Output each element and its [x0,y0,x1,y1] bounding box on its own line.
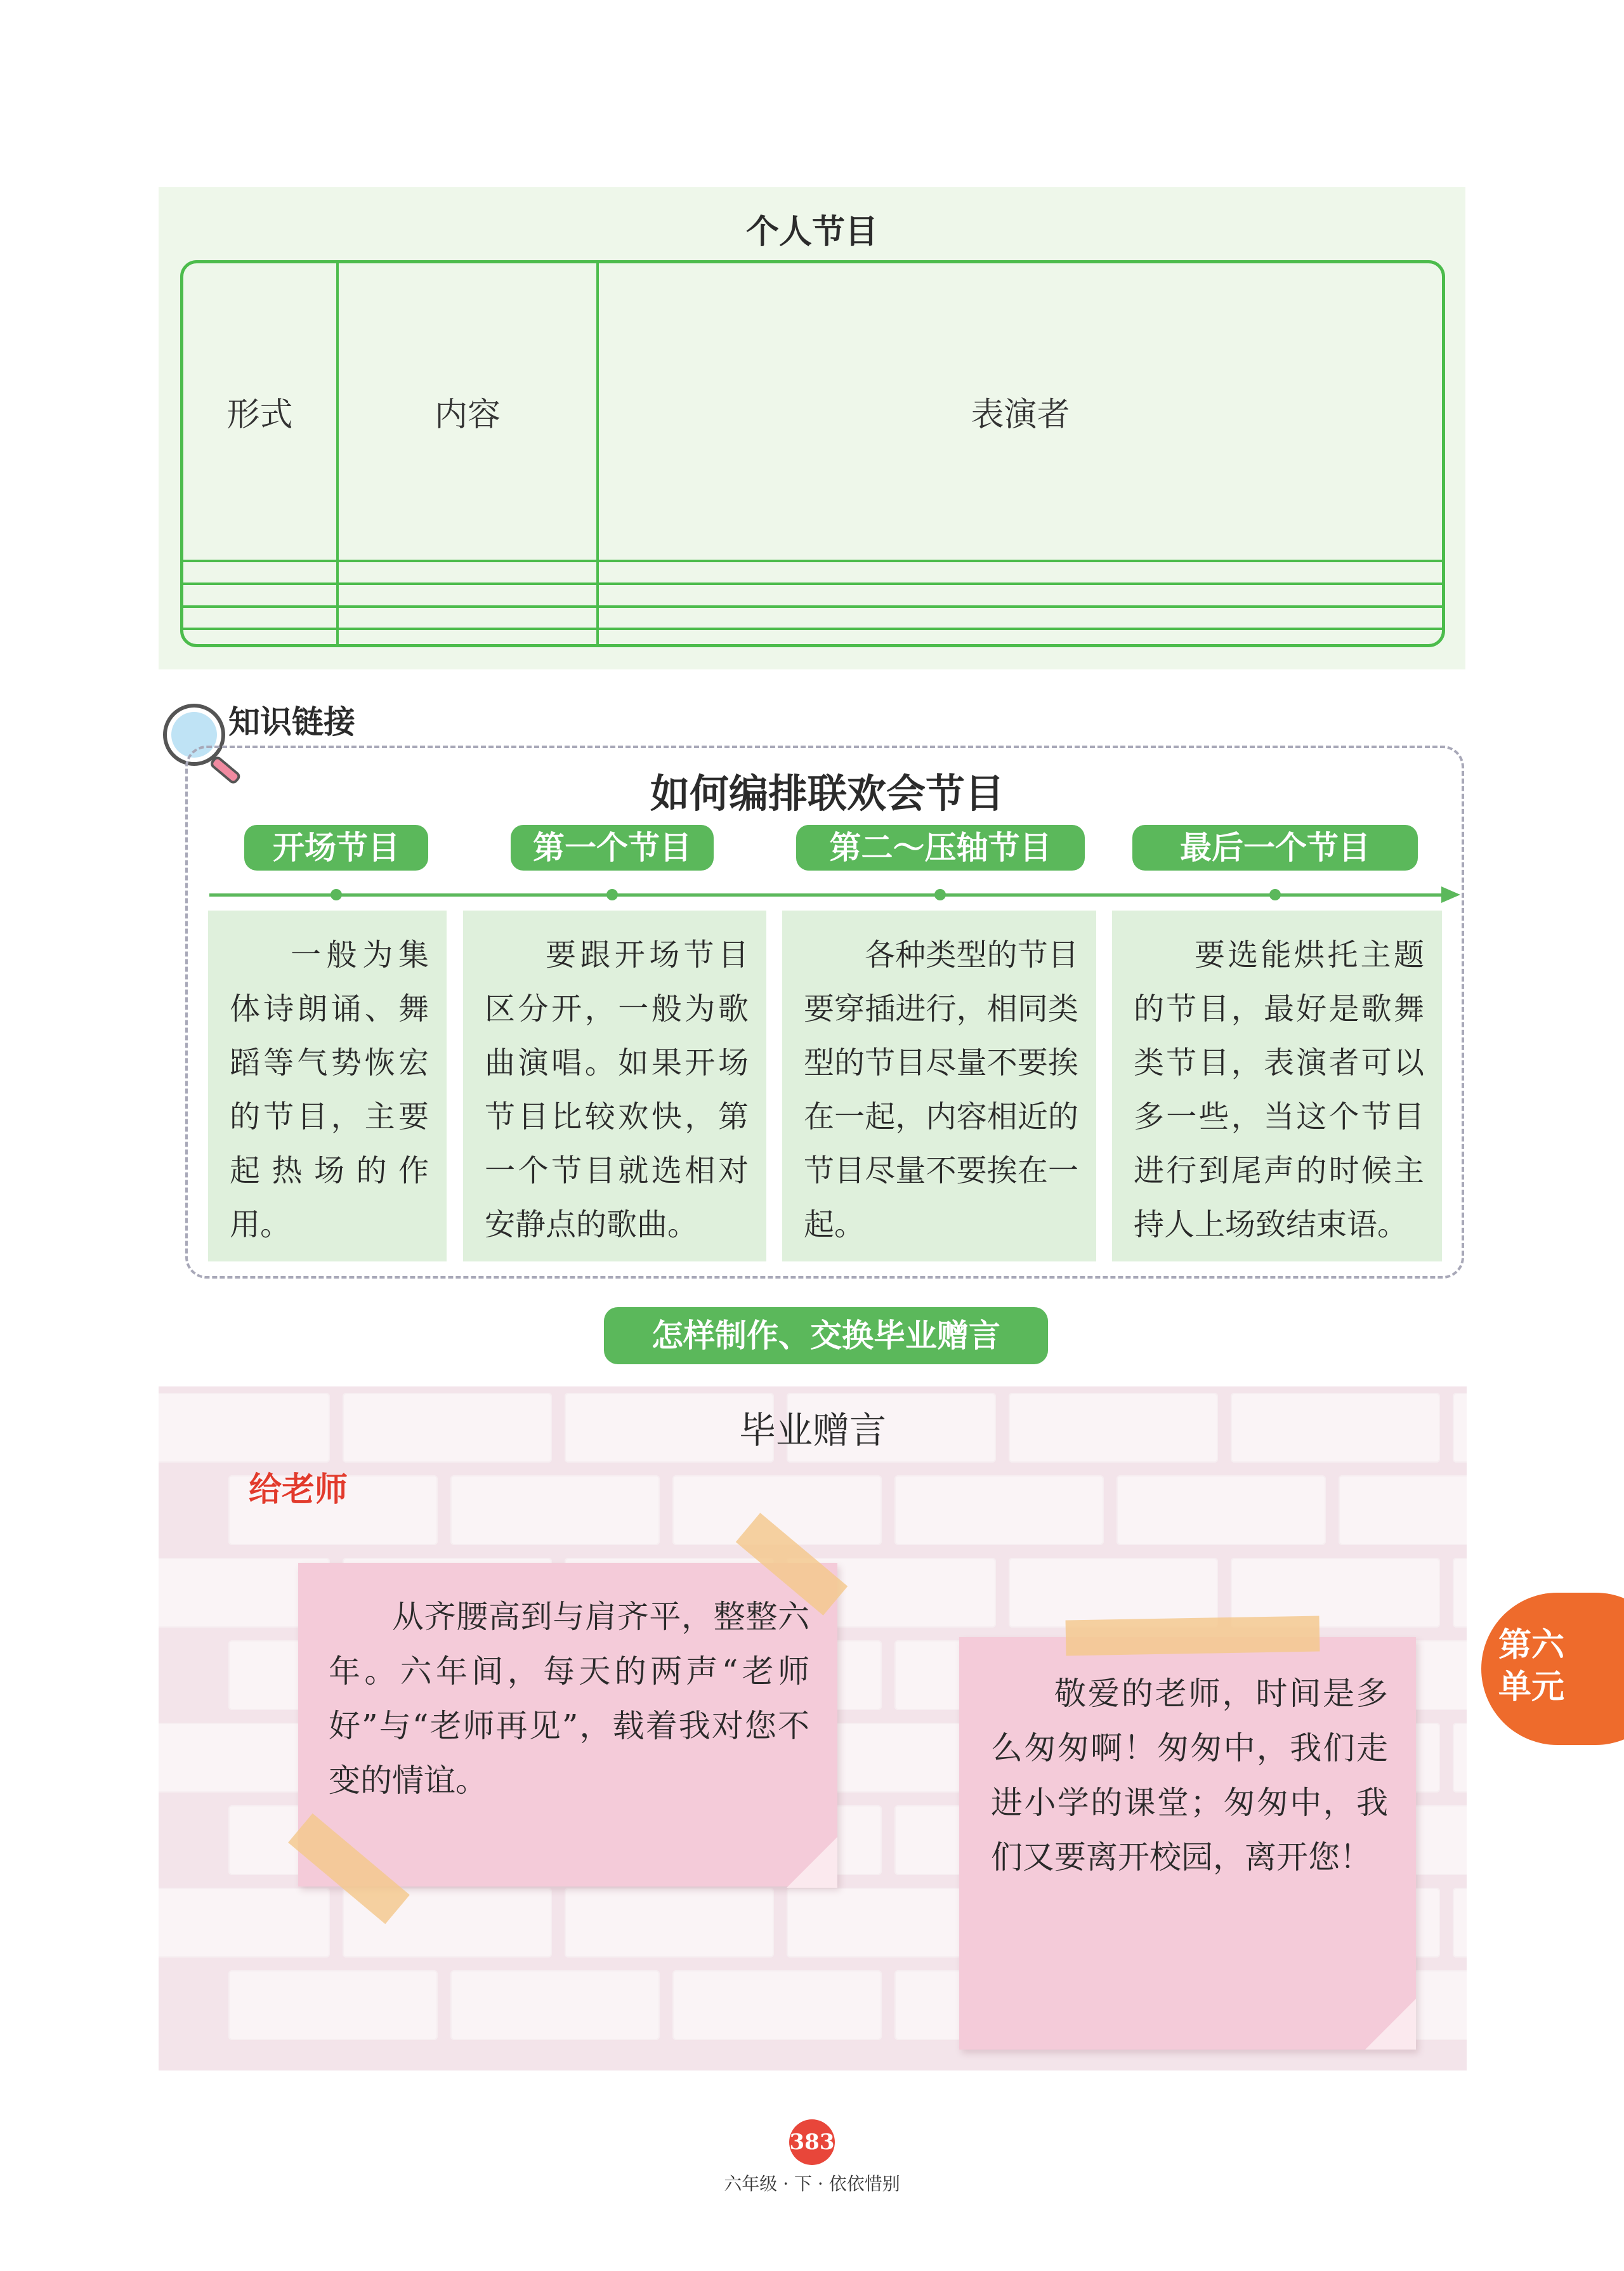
gift-words-header: 怎样制作、交换毕业赠言 [604,1307,1048,1364]
gift-card-title: 毕业赠言 [738,1409,886,1452]
column-header-performer: 表演者 [598,263,1442,561]
table-cell[interactable] [183,561,337,584]
stage-label-last: 最后一个节目 [1132,825,1418,871]
table-cell[interactable] [183,584,337,607]
stage-desc-last: 要选能烘托主题的节目，最好是歌舞类节目，表演者可以多一些，当这个节目进行到尾声的时候主持人上场致结束语。 [1112,911,1442,1261]
stage-label-middle: 第二～压轴节目 [796,825,1085,871]
sticky-note-2 [959,1637,1416,2050]
table-row [183,584,1442,607]
table-header-row [183,263,1442,561]
timeline-dot [1269,889,1281,900]
brick-wall-card [159,1386,1467,2070]
footer-text: 六年级 · 下 · 依依惜别 [724,2173,900,2194]
table-cell[interactable] [337,629,598,644]
timeline-dot [606,889,618,900]
personal-program-section [159,187,1465,669]
knowledge-link-label: 知识链接 [228,704,355,741]
sticky-note-1 [298,1563,837,1886]
table-cell[interactable] [183,607,337,629]
stage-label-opening: 开场节目 [244,825,428,871]
table-row [183,607,1442,629]
column-header-form: 形式 [183,263,337,561]
stage-label-first: 第一个节目 [511,825,714,871]
column-header-content: 内容 [337,263,598,561]
table-cell[interactable] [598,607,1442,629]
timeline-arrow-icon [1441,886,1460,903]
table-cell[interactable] [598,584,1442,607]
to-teacher-label: 给老师 [249,1471,348,1509]
note-1-text: 从齐腰高到与肩齐平，整整六年。六年间，每天的两声“老师好”与“老师再见”，载着我对您不变的情谊。 [329,1598,809,1799]
table-row [183,629,1442,644]
page-curl-decoration [787,1837,837,1888]
note-2-text: 敬爱的老师，时间是多么匆匆啊！匆匆中，我们走进小学的课堂；匆匆中，我们又要离开校园，离开您！ [991,1675,1388,1876]
stage-desc-middle: 各种类型的节目要穿插进行，相同类型的节目尽量不要挨在一起，内容相近的节目尽量不要挨在一起。 [782,911,1096,1261]
knowledge-title: 如何编排联欢会节目 [650,770,1004,817]
page-number: 383 [789,2129,835,2155]
page-curl-decoration [1365,1999,1416,2050]
timeline-line [209,893,1446,897]
stage-desc-first: 要跟开场节目区分开，一般为歌曲演唱。如果开场节目比较欢快，第一个节目就选相对安静点的歌曲。 [463,911,766,1261]
timeline-dot [934,889,946,900]
personal-program-title: 个人节目 [745,213,878,251]
table-cell[interactable] [598,629,1442,644]
table-cell[interactable] [337,561,598,584]
table-row [183,561,1442,584]
unit-tab-label: 第六 单元 [1498,1626,1565,1706]
table-cell[interactable] [183,629,337,644]
table-cell[interactable] [337,607,598,629]
personal-program-table [180,260,1445,647]
stage-desc-opening: 一般为集体诗朗诵、舞蹈等气势恢宏的节目，主要起热场的作用。 [208,911,447,1261]
table-cell[interactable] [337,584,598,607]
tape-decoration [1066,1616,1320,1656]
timeline-dot [331,889,342,900]
table-cell[interactable] [598,561,1442,584]
